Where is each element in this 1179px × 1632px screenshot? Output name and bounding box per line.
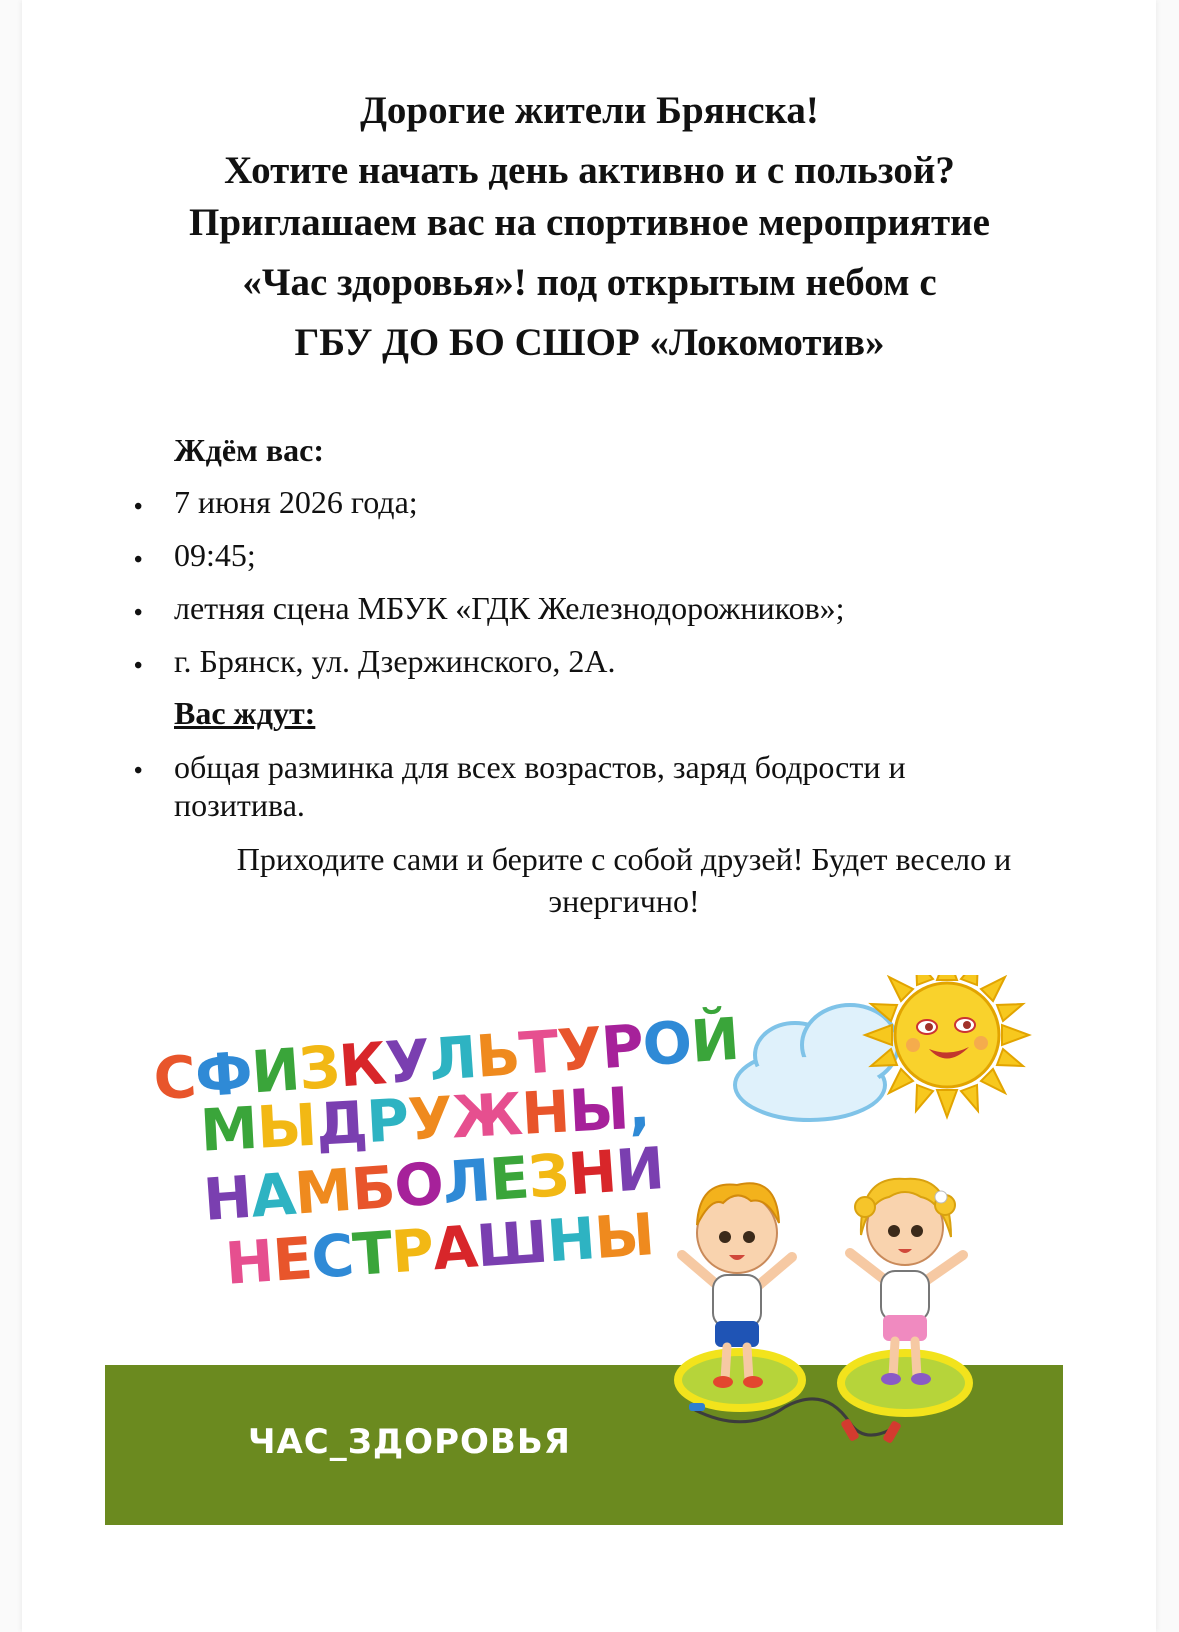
bullet-icon: • (134, 653, 143, 679)
event-banner (105, 975, 1063, 1525)
slogan-letter: Ш (474, 1207, 550, 1281)
slogan-letter: Ь (473, 1019, 522, 1091)
slogan-letter: Р (389, 1215, 436, 1287)
bullet-icon: • (134, 494, 143, 520)
closing-text: Приходите сами и берите с собой друзей! Будет весело и энергично! (236, 841, 1012, 919)
slogan-letter: А (248, 1159, 298, 1231)
organizer-heading: ГБУ ДО БО СШОР «Локомотив» (294, 321, 885, 364)
when-where-label: Ждём вас: (174, 432, 324, 468)
slogan-letter: , (626, 1073, 651, 1143)
slogan-letter: У (383, 1026, 432, 1098)
slogan-letter: З (296, 1032, 342, 1104)
slogan-letter: Л (426, 1022, 479, 1095)
slogan-letter: С (151, 1042, 198, 1114)
bullet-icon: • (134, 547, 143, 573)
bullet-icon: • (134, 600, 143, 626)
slogan-letter: Ы (255, 1090, 318, 1162)
slogan-letter: И (249, 1035, 302, 1107)
invitation-heading: Приглашаем вас на спортивное мероприятие (189, 201, 990, 244)
slogan-letter: Е (487, 1143, 531, 1214)
slogan-letter: Б (348, 1152, 397, 1224)
list-item-text: 7 июня 2026 года; (174, 484, 418, 520)
slogan-letter: М (292, 1155, 354, 1228)
slogan-letter: Ы (567, 1074, 630, 1146)
slogan-letter: Т (350, 1218, 394, 1289)
slogan-letter: Н (519, 1077, 571, 1148)
slogan-letter: Н (544, 1204, 597, 1276)
bullet-icon: • (134, 758, 143, 784)
slogan-letter: У (406, 1083, 454, 1154)
slogan-letter: Ж (449, 1079, 524, 1152)
slogan-letter: И (613, 1134, 666, 1206)
slogan-letter: Н (201, 1162, 254, 1234)
slogan-letter: Р (364, 1085, 410, 1157)
slogan-letter: А (430, 1212, 480, 1284)
question-heading: Хотите начать день активно и с пользой? (224, 149, 955, 192)
slogan-letter: Й (688, 1004, 741, 1076)
cloud-icon (735, 1005, 898, 1120)
program-label: Вас ждут: (174, 695, 316, 731)
slogan-letter: Н (223, 1226, 276, 1298)
slogan-letter: О (392, 1149, 446, 1221)
slogan-letter: У (555, 1014, 604, 1086)
slogan-letter: Ы (592, 1200, 656, 1273)
illustration (105, 975, 1063, 1525)
slogan-letter: Н (566, 1137, 619, 1209)
slogan-letter: К (336, 1029, 388, 1101)
list-item-text: г. Брянск, ул. Дзержинского, 2А. (174, 643, 616, 679)
slogan-letter: Е (270, 1224, 314, 1295)
slogan-letter: О (640, 1007, 694, 1080)
slogan-letter: М (198, 1093, 259, 1165)
slogan-letter: Ф (192, 1038, 254, 1111)
slogan-letter: Т (516, 1017, 561, 1088)
list-item-text: 09:45; (174, 537, 256, 573)
slogan-letter: З (525, 1140, 571, 1212)
list-item-text: летняя сцена МБУК «ГДК Железнодорожников»; (174, 590, 845, 626)
event-name-heading: «Час здоровья»! под открытым небом с (242, 261, 937, 304)
hashtag-label: ЧАС_ЗДОРОВЬЯ (248, 1422, 571, 1462)
list-item-text: общая разминка для всех возрастов, заряд бодрости и позитива. (174, 749, 906, 823)
slogan-letter: С (309, 1221, 356, 1292)
greeting-heading: Дорогие жители Брянска! (360, 89, 819, 132)
slogan-letter: Д (314, 1088, 369, 1159)
slogan-letter: Р (598, 1011, 646, 1083)
slogan-letter: Л (440, 1146, 493, 1218)
